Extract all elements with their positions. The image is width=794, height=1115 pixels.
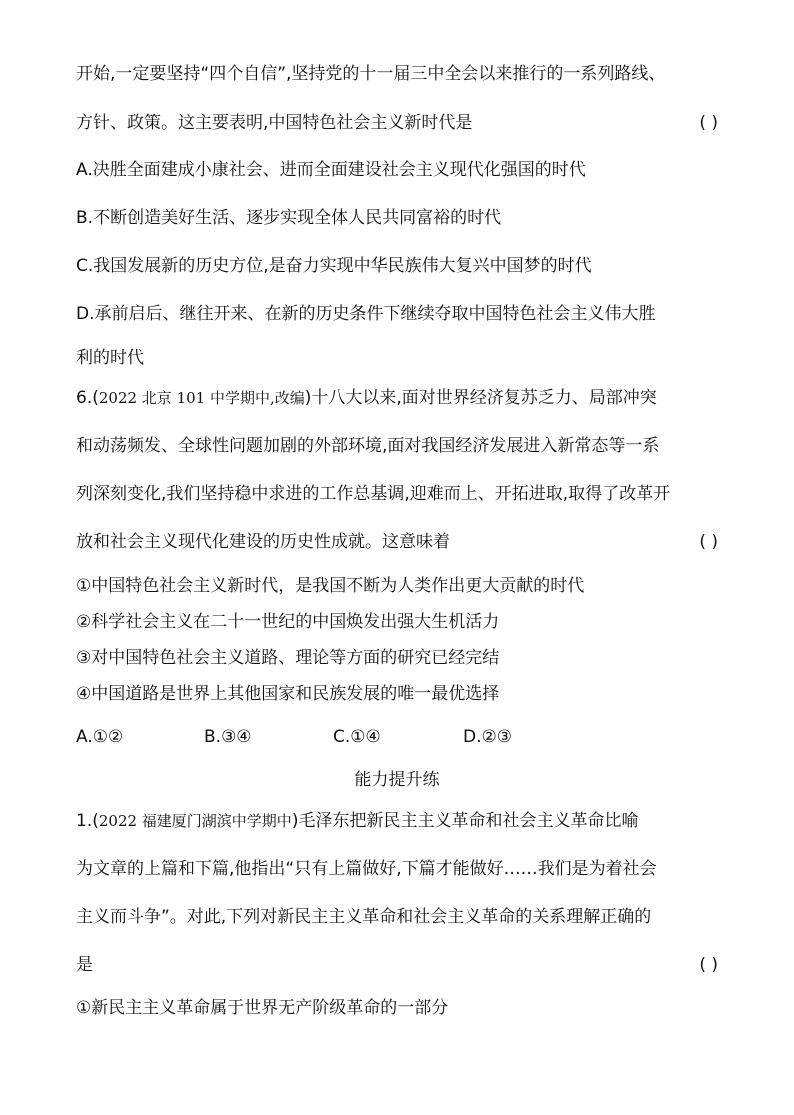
q6-statement-4: ④中国道路是世界上其他国家和民族发展的唯一最优选择 bbox=[76, 684, 500, 704]
p1-text-line-4: 是 bbox=[76, 955, 93, 975]
p1-statement-1: ①新民主主义革命属于世界无产阶级革命的一部分 bbox=[76, 998, 449, 1018]
q5-text-line-1: 开始,一定要坚持“四个自信”,坚持党的十一届三中全会以来推行的一系列路线、 bbox=[76, 64, 666, 84]
q5-option-a: A.决胜全面建成小康社会、进而全面建设社会主义现代化强国的时代 bbox=[76, 160, 586, 180]
p1-text-line-2: 为文章的上篇和下篇,他指出“只有上篇做好,下篇才能做好……我们是为着社会 bbox=[76, 859, 657, 879]
q6-text-line-4: 放和社会主义现代化建设的历史性成就。这意味着 bbox=[76, 532, 450, 552]
q6-statement-1: ①中国特色社会主义新时代，是我国不断为人类作出更大贡献的时代 bbox=[76, 576, 585, 596]
q5-option-b: B.不断创造美好生活、逐步实现全体人民共同富裕的时代 bbox=[76, 208, 502, 228]
q6-statement-3: ③对中国特色社会主义道路、理论等方面的研究已经完结 bbox=[76, 648, 500, 668]
q5-option-d-cont: 利的时代 bbox=[76, 348, 144, 368]
p1-answer-paren: ( ) bbox=[699, 955, 718, 975]
q6-text-line-1 bbox=[76, 386, 722, 410]
p1-text-line-1-rest: 毛泽东把新民主主义革命和社会主义革命比喻 bbox=[298, 811, 639, 831]
q6-answer-paren: ( ) bbox=[699, 532, 718, 552]
q6-text-line-2: 和动荡频发、全球性问题加剧的外部环境,面对我国经济发展进入新常态等一系 bbox=[76, 436, 660, 456]
q6-statement-2: ②科学社会主义在二十一世纪的中国焕发出强大生机活力 bbox=[76, 612, 500, 632]
q5-option-d: D.承前启后、继往开来、在新的历史条件下继续夺取中国特色社会主义伟大胜 bbox=[76, 304, 656, 324]
p1-number: 1.( bbox=[76, 811, 99, 831]
q6-choice-a: A.①② bbox=[76, 727, 124, 747]
q6-text-line-1-rest: 十八大以来,面对世界经济复苏乏力、局部冲突 bbox=[311, 388, 657, 408]
p1-source-close: ) bbox=[291, 811, 299, 831]
q6-text-line-3: 列深刻变化,我们坚持稳中求进的工作总基调,迎难而上、开拓进取,取得了改革开 bbox=[76, 484, 671, 504]
q6-source-close: ) bbox=[304, 388, 312, 408]
q5-answer-paren: ( ) bbox=[699, 113, 718, 133]
p1-text-line-3: 主义而斗争”。对此,下列对新民主主义革命和社会主义革命的关系理解正确的 bbox=[76, 907, 652, 927]
q6-choice-d: D.②③ bbox=[463, 727, 512, 747]
q6-choice-c: C.①④ bbox=[333, 727, 381, 747]
q6-choice-b: B.③④ bbox=[204, 727, 252, 747]
q5-text-line-2: 方针、政策。这主要表明,中国特色社会主义新时代是 bbox=[76, 113, 473, 133]
p1-source: 2022 福建厦门湖滨中学期中 bbox=[98, 812, 292, 830]
q5-option-c: C.我国发展新的历史方位,是奋力实现中华民族伟大复兴中国梦的时代 bbox=[76, 256, 592, 276]
q6-number: 6.( bbox=[76, 388, 99, 408]
section-title: 能力提升练 bbox=[354, 770, 440, 790]
q6-source: 2022 北京 101 中学期中,改编 bbox=[98, 389, 305, 407]
p1-text-line-1 bbox=[76, 809, 722, 833]
